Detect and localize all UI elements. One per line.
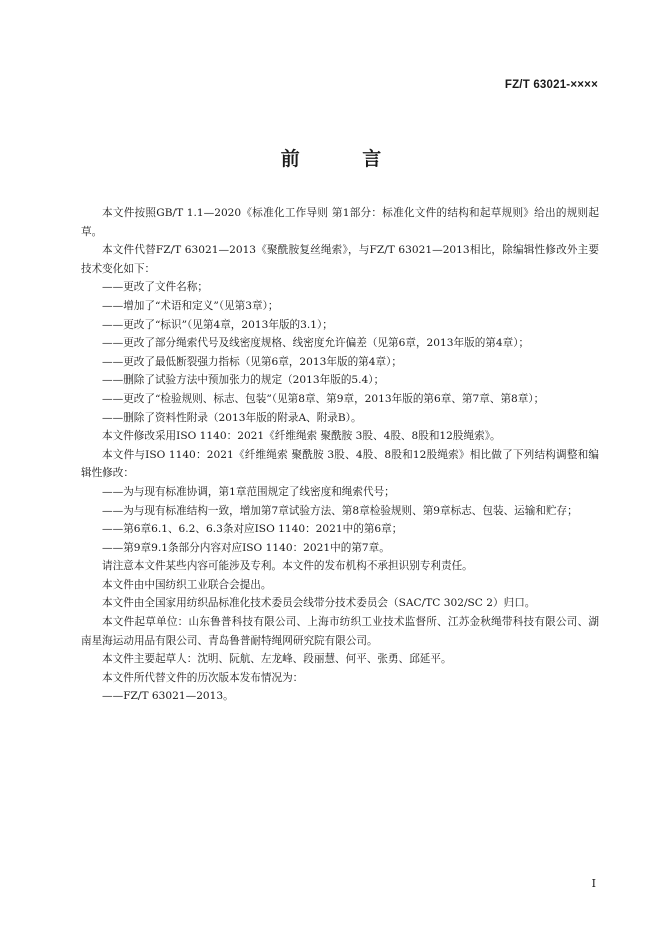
- list-item: ——增加了“术语和定义”（见第3章）；: [102, 299, 279, 312]
- paragraph: 本文件代替FZ/T 63021—2013《聚酰胺复丝绳索》，与FZ/T 63021—2013相比，除编辑性修改外主要技术变化如下：: [81, 244, 599, 275]
- document-number: FZ/T 63021-××××: [504, 79, 598, 91]
- page-title: 前 言: [280, 148, 410, 170]
- foreword-body: [81, 204, 599, 706]
- list-item: ——更改了“标识”（见第4章，2013年版的3.1）；: [102, 318, 333, 331]
- list-item: ——第9章9.1条部分内容对应ISO 1140：2021中的第7章。: [102, 541, 390, 554]
- paragraph: 本文件由中国纺织工业联合会提出。: [102, 578, 272, 591]
- list-item: ——为与现有标准结构一致，增加第7章试验方法、第8章检验规则、第9章标志、包装、运输和贮存；: [102, 504, 578, 517]
- list-item: ——删除了试验方法中预加张力的规定（2013年版的5.4）；: [102, 374, 385, 387]
- paragraph: 本文件修改采用ISO 1140：2021《纤维绳索 聚酰胺 3股、4股、8股和12股绳索》。: [102, 430, 501, 443]
- list-item: ——删除了资料性附录（2013年版的附录A、附录B）。: [102, 411, 362, 424]
- list-item: ——更改了部分绳索代号及线密度规格、线密度允许偏差（见第6章，2013年版的第4章）；: [102, 337, 530, 350]
- paragraph: 本文件由全国家用纺织品标准化技术委员会线带分技术委员会（SAC/TC 302/SC 2）归口。: [102, 597, 536, 610]
- list-item: ——第6章6.1、6.2、6.3条对应ISO 1140：2021中的第6章；: [102, 523, 403, 536]
- paragraph: 本文件按照GB/T 1.1—2020《标准化工作导则 第1部分：标准化文件的结构和起草规则》给出的规则起草。: [81, 207, 599, 238]
- list-item: ——更改了最低断裂强力指标（见第6章，2013年版的第4章）；: [102, 355, 402, 368]
- list-item: ——更改了文件名称；: [102, 281, 208, 294]
- paragraph: 本文件与ISO 1140：2021《纤维绳索 聚酰胺 3股、4股、8股和12股绳索》相比做了下列结构调整和编辑性修改：: [81, 448, 599, 480]
- paragraph: 本文件主要起草人：沈明、阮航、左龙峰、段丽慧、何平、张勇、邱延平。: [102, 653, 452, 666]
- paragraph: 本文件所代替文件的历次版本发布情况为：: [102, 671, 304, 684]
- list-item: ——为与现有标准协调，第1章范围规定了线密度和绳索代号；: [102, 485, 395, 498]
- paragraph: 请注意本文件某些内容可能涉及专利。本文件的发布机构不承担识别专利责任。: [102, 560, 473, 573]
- paragraph: 本文件起草单位：山东鲁普科技有限公司、上海市纺织工业技术监督所、江苏金秋绳带科技有限公司、湖南星海运动用品有限公司、青岛鲁普耐特绳网研究院有限公司。: [81, 616, 599, 647]
- list-item: ——FZ/T 63021—2013。: [102, 690, 234, 703]
- list-item: ——更改了“检验规则、标志、包装”（见第8章、第9章，2013年版的第6章、第7章、第8章）；: [102, 392, 545, 405]
- page-number: I: [591, 877, 596, 890]
